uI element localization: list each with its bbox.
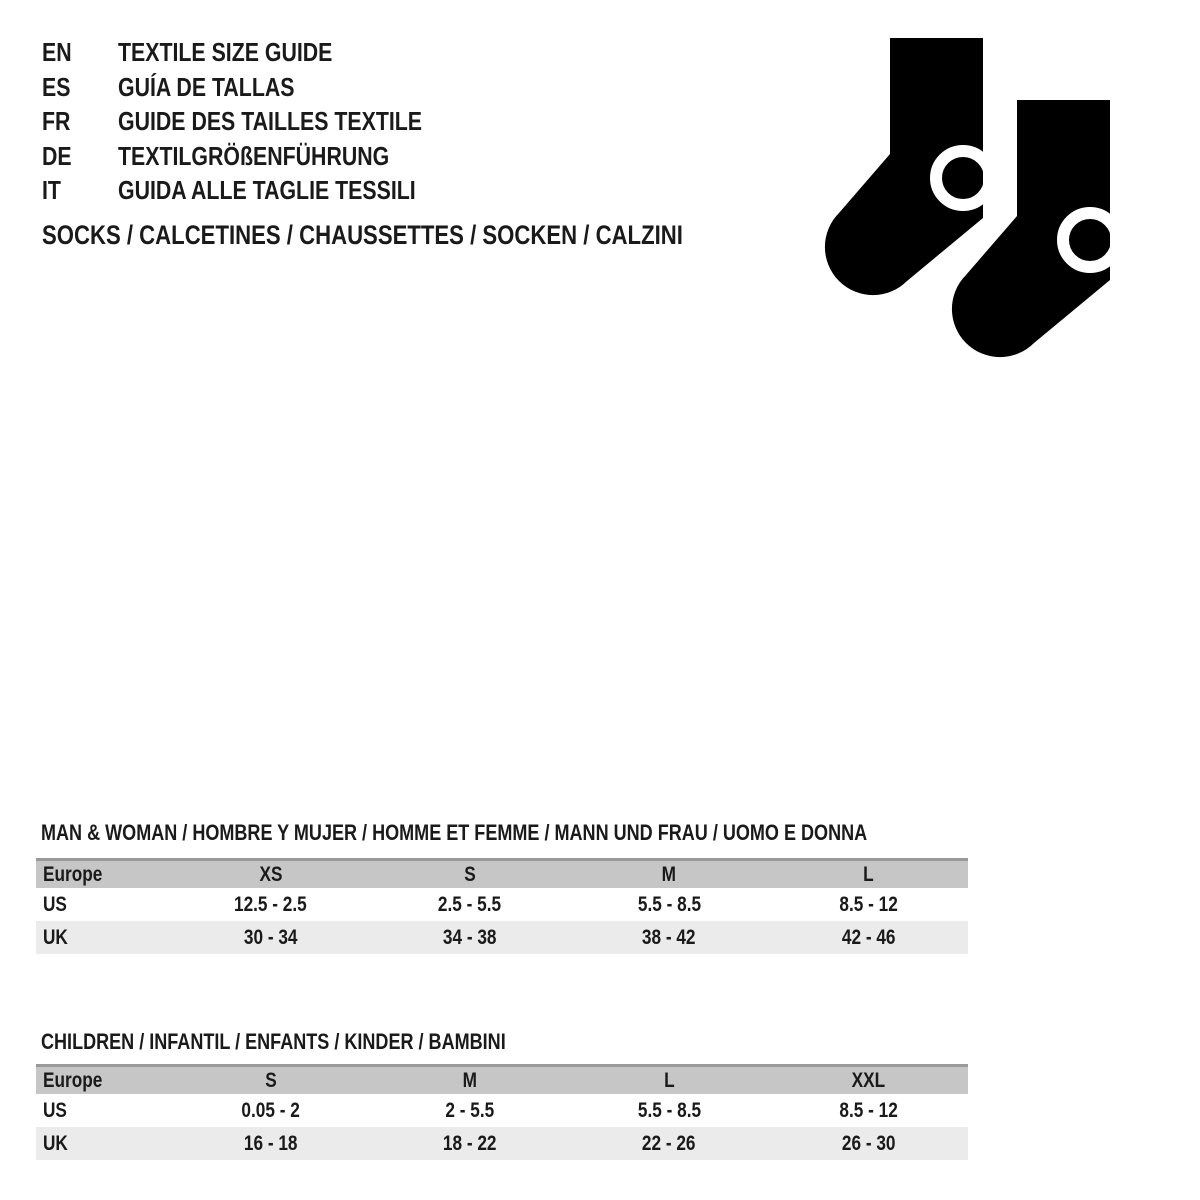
table-header-cell: M xyxy=(462,1068,478,1092)
size-value-cell: 12.5 - 2.5 xyxy=(234,892,307,916)
table-header-cell: L xyxy=(663,1068,675,1092)
language-code: FR xyxy=(42,106,71,136)
table-header-cell: M xyxy=(661,862,677,886)
table-header-cell: Europe xyxy=(43,862,103,886)
size-value-cell: 8.5 - 12 xyxy=(839,1098,898,1122)
table-header-cell: XXL xyxy=(851,1068,886,1092)
table-row-uk xyxy=(36,921,968,954)
table-header-cell: S xyxy=(264,1068,277,1092)
language-row-en xyxy=(42,35,489,70)
language-guide-title: TEXTILGRÖßENFÜHRUNG xyxy=(118,140,390,171)
size-value-cell: 16 - 18 xyxy=(243,1131,298,1155)
language-row-es xyxy=(42,70,489,105)
row-label: UK xyxy=(43,925,68,949)
language-row-de xyxy=(42,139,489,174)
table-header-cell: L xyxy=(863,862,874,886)
language-guide-title: GUIDE DES TAILLES TEXTILE xyxy=(118,106,423,136)
table-title-children: CHILDREN / INFANTIL / ENFANTS / KINDER / BAMBINI xyxy=(41,1029,506,1054)
row-label: US xyxy=(43,892,67,916)
table-header-cell: XS xyxy=(259,862,283,886)
size-value-cell: 18 - 22 xyxy=(443,1131,497,1155)
language-code: IT xyxy=(42,175,61,205)
size-value-cell: 0.05 - 2 xyxy=(241,1098,300,1122)
table-title-adults: MAN & WOMAN / HOMBRE Y MUJER / HOMME ET FEMME / MANN UND FRAU / UOMO E DONNA xyxy=(41,820,868,845)
language-guide-title: GUIDA ALLE TAGLIE TESSILI xyxy=(118,175,416,205)
language-code: DE xyxy=(42,140,72,171)
size-value-cell: 34 - 38 xyxy=(443,925,497,949)
adults-size-table xyxy=(36,858,968,954)
table-row-uk xyxy=(36,1127,968,1160)
size-value-cell: 8.5 - 12 xyxy=(839,892,898,916)
table-header-cell: Europe xyxy=(43,1068,103,1092)
language-code: EN xyxy=(42,37,72,67)
size-value-cell: 22 - 26 xyxy=(642,1131,696,1155)
row-label: US xyxy=(43,1098,67,1122)
table-row-us xyxy=(36,1094,968,1127)
size-value-cell: 5.5 - 8.5 xyxy=(637,1098,701,1122)
table-row-us xyxy=(36,888,968,921)
language-code: ES xyxy=(42,71,71,102)
table-header-row xyxy=(36,861,968,888)
language-list xyxy=(42,35,489,208)
size-value-cell: 42 - 46 xyxy=(841,925,896,949)
size-value-cell: 2 - 5.5 xyxy=(445,1098,495,1122)
language-row-it xyxy=(42,173,489,208)
socks-icon xyxy=(800,10,1200,410)
row-label: UK xyxy=(43,1131,68,1155)
size-value-cell: 38 - 42 xyxy=(642,925,696,949)
size-value-cell: 2.5 - 5.5 xyxy=(438,892,502,916)
table-header-cell: S xyxy=(464,862,476,886)
language-guide-title: TEXTILE SIZE GUIDE xyxy=(118,37,333,67)
size-value-cell: 26 - 30 xyxy=(841,1131,896,1155)
table-header-row xyxy=(36,1067,968,1094)
language-row-fr xyxy=(42,104,489,139)
product-category-line: SOCKS / CALCETINES / CHAUSSETTES / SOCKEN / CALZINI xyxy=(42,220,683,250)
language-guide-title: GUÍA DE TALLAS xyxy=(118,71,295,102)
children-size-table xyxy=(36,1064,968,1160)
size-value-cell: 5.5 - 8.5 xyxy=(637,892,701,916)
size-value-cell: 30 - 34 xyxy=(243,925,298,949)
